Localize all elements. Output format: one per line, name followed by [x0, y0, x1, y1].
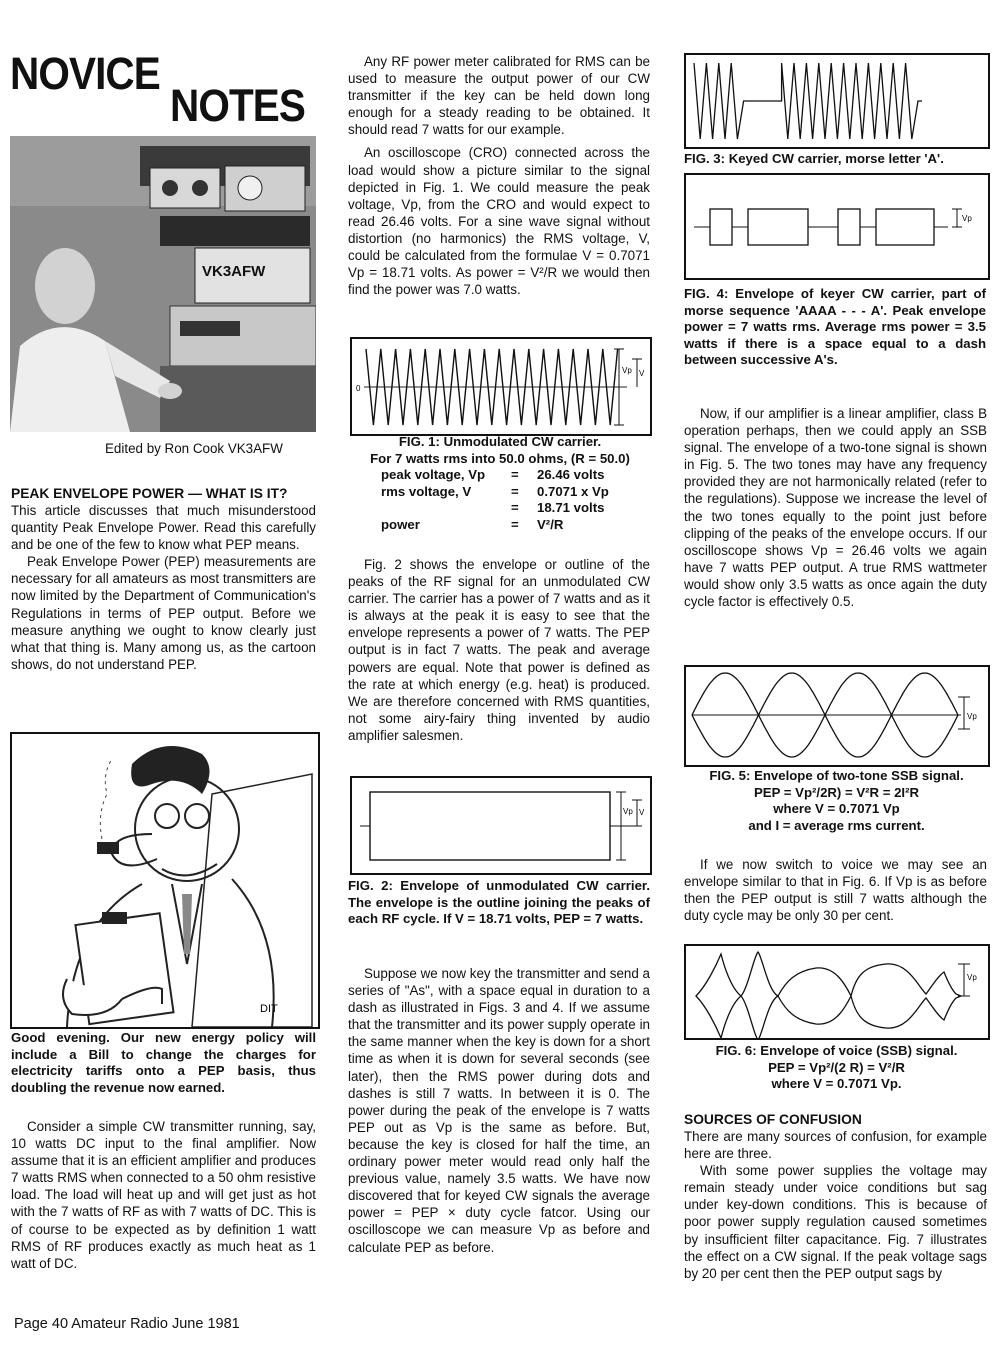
fig6-vp-label: Vp — [967, 973, 977, 982]
fig3-caption: FIG. 3: Keyed CW carrier, morse letter 'A'. — [684, 151, 944, 166]
figure-4 — [684, 173, 990, 280]
paragraph-pep-measurements: Peak Envelope Power (PEP) measurements are necessary for all amateurs as most transmitters are now limited by the Department of Communication's Regulations in terms of PEP output. Before we measure anything we ought to know clearly just what that thing is. Many among us, as the cartoon shows, do not understand PEP. — [11, 554, 316, 672]
cartoon-caption: Good evening. Our new energy policy will include a Bill to change the charges for electricity tariffs onto a PEP basis, thus doubling the revenue now earned. — [11, 1030, 316, 1095]
fig5-caption-where: where V = 0.7071 Vp — [773, 801, 900, 817]
fig1-vp-label: Vp — [622, 366, 632, 375]
paragraph-keyed-transmitter: Suppose we now key the transmitter and send a series of "As", with a space equal in duration to a dash as illustrated in Figs. 3 and 4. If we assume that the transmitter and its power supply operate in the same manner when the key is down for a short time as when it is down for several seconds (see later), then the RMS power during dots and dashes is still 7 watts. In between it is 0. The power during the peak of the envelope is 7 watts PEP out as Vp is the same as before. But, because the key is closed for half the time, an ordinary power meter would read only half the previous value, namely 3.5 watts. We have now discovered that for keyed CW signals the average power = PEP × duty cycle fatcor. Using our oscilloscope we can measure Vp as before and calculate PEP as before. — [348, 966, 650, 1255]
paragraph-oscilloscope: An oscilloscope (CRO) connected across the load would show a picture similar to the signal depicted in Fig. 1. We could measure the peak voltage, Vp, from the CRO and would expect to read 26.46 volts. For a sine wave signal without distortion (no harmonics) the RMS voltage, V, could be calculated from the formulae V = 0.7071 Vp = 18.71 volts. As power = V²/R we would then find the power was 7.0 watts. — [348, 145, 650, 298]
fig2-v-label: V — [639, 808, 645, 817]
fig6-caption-title: FIG. 6: Envelope of voice (SSB) signal. — [715, 1043, 958, 1058]
station-sign: VK3AFW — [202, 263, 266, 280]
paragraph-cw-transmitter: Consider a simple CW transmitter running, say, 10 watts DC input to the final amplifier. Now assume that it is an efficient amplifier and produces 7 watts RMS when connected to a 50 ohm resistive load. The load will heat up and will get just as hot with the 7 watts of RF as with 7 watts of DC. This is of course to be expected as by definition 1 watt RMS of RF produces exactly as much heat as 1 watt of DC. — [11, 1119, 316, 1271]
fig1-axis-zero: 0 — [356, 384, 361, 393]
fig1-values-row: peak voltage, Vp = 26.46 volts rms voltage, V = 0.7071 x Vp = 18.71 volts power = V²/R — [381, 467, 609, 532]
station-photo — [10, 136, 316, 432]
fig6-caption-where: where V = 0.7071 Vp. — [771, 1076, 902, 1092]
fig3-keyed-wave — [694, 63, 922, 139]
fig6-caption-formula: PEP = Vp²/(2 R) = V²/R — [768, 1059, 905, 1075]
cartoon-illustration — [10, 732, 320, 1029]
title-novice: NOVICE — [10, 48, 160, 99]
figure-5 — [684, 665, 990, 767]
intro-paragraph: This article discusses that much misunderstood quantity Peak Envelope Power. Read this carefully and be one of the few to know what PEP means. — [11, 503, 316, 553]
paragraph-power-supplies: With some power supplies the voltage may remain steady under voice conditions but sag under key-down conditions. This is because of poor power supply regulation caused sometimes by insufficient filter capacitance. Fig. 7 illustrates the effect on a CW signal. If the peak voltage sags by 20 per cent then the PEP output sags by — [684, 1163, 987, 1281]
fig1-v-label: V — [639, 369, 645, 378]
title-notes: NOTES — [170, 80, 306, 131]
figure-2 — [350, 776, 652, 875]
fig2-vp-label: Vp — [623, 807, 633, 816]
fig5-caption-current: and I = average rms current. — [748, 817, 925, 833]
paragraph-sources: There are many sources of confusion, for example here are three. — [684, 1129, 987, 1162]
section-heading-confusion: SOURCES OF CONFUSION — [684, 1112, 862, 1127]
paragraph-fig2-envelope: Fig. 2 shows the envelope or outline of the peaks of the RF signal for an unmodulated CW carrier. The carrier has a power of 7 watts and as it is always at the peak it is easy to see that the envelope represents a power of 7 watts. The PEP output is in fact 7 watts. The peak and average powers are equal. Note that power is defined as the rate at which energy (e.g. heat) is produced. We are therefore concerned with RMS quantities, not some airy-fairy thing invented by audio amplifier salesmen. — [348, 557, 650, 743]
fig4-vp-label: Vp — [962, 214, 972, 223]
cartoon-signature: DIT — [260, 1003, 278, 1015]
fig5-caption-formula: PEP = Vp²/2R) = V²R = 2I²R — [753, 784, 920, 800]
byline: Edited by Ron Cook VK3AFW — [105, 441, 283, 456]
fig1-caption-title: FIG. 1: Unmodulated CW carrier. — [398, 434, 602, 449]
page-footer: Page 40 Amateur Radio June 1981 — [14, 1316, 240, 1332]
fig5-vp-label: Vp — [967, 712, 977, 721]
paragraph-voice: If we now switch to voice we may see an envelope similar to that in Fig. 6. If Vp is as before then the PEP output is still 7 watts although the duty cycle may be only 30 per cent. — [684, 857, 987, 924]
fig6-voice-envelope — [696, 952, 961, 1038]
figure-3 — [684, 53, 990, 149]
figure-1 — [350, 337, 652, 436]
fig4-caption: FIG. 4: Envelope of keyer CW carrier, part of morse sequence 'AAAA - - - A'. Peak envelope power = 7 watts rms. Average rms power = 3.5 watts if there is a space equal to a dash between successive A's. — [684, 286, 986, 368]
fig5-caption-title: FIG. 5: Envelope of two-tone SSB signal. — [709, 768, 964, 783]
paragraph-rf-power-meter: Any RF power meter calibrated for RMS can be used to measure the output power of our CW transmitter if the key can be held down long enough for a steady reading to be obtained. It should read 7 watts for our example. — [348, 54, 650, 138]
paragraph-linear-amplifier: Now, if our amplifier is a linear amplifier, class B operation perhaps, then we could apply an SSB signal. The envelope of a two-tone signal is shown in Fig. 5. The two tones may have any frequency provided they are not harmonically related (refer to the regulations). Suppose we increase the level of the two tones equally to the point just before clipping of the peaks of the envelope occurs. If our oscilloscope shows Vp = 26.46 volts we again have 7 watts PEP output. A true RMS wattmeter would show only 3.5 watts as once again the duty cycle factor is effectively 0.5. — [684, 406, 987, 610]
fig1-caption-conditions: For 7 watts rms into 50.0 ohms, (R = 50.0) — [370, 450, 630, 466]
figure-6 — [684, 944, 990, 1040]
fig2-caption: FIG. 2: Envelope of unmodulated CW carrier. The envelope is the outline joining the peaks of each RF cycle. If V = 18.71 volts, PEP = 7 watts. — [348, 878, 650, 927]
section-heading-pep: PEAK ENVELOPE POWER — WHAT IS IT? — [11, 486, 288, 501]
